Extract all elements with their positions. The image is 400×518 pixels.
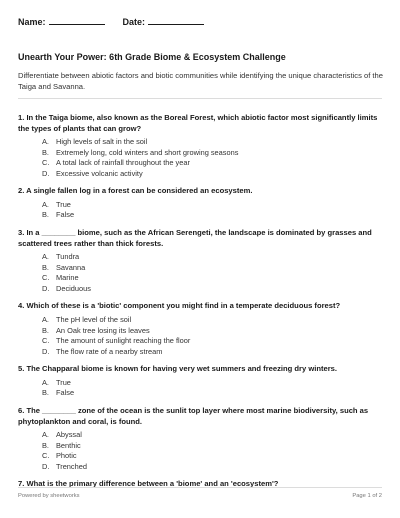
- option-text: Tundra: [56, 252, 80, 262]
- option-letter: B.: [42, 388, 49, 398]
- option-text: Extremely long, cold winters and short growing seasons: [56, 147, 239, 157]
- footer: [18, 493, 382, 499]
- question-text: 6. The ________ zone of the ocean is the sunlit top layer where most marine biodiversity, such as phytoplankton and coral, is found.: [18, 406, 369, 426]
- worksheet-intro: Differentiate between abiotic factors and biotic communities while identifying the unique characteristics of the Taiga and Savanna.: [18, 71, 383, 91]
- question-text: 5. The Chapparal biome is known for having very wet summers and freezing dry winters.: [18, 364, 338, 374]
- answer-options: [42, 252, 386, 294]
- option-text: The pH level of the soil: [56, 314, 132, 324]
- question-6: [18, 406, 386, 472]
- option-text: Benthic: [56, 440, 81, 450]
- worksheet-title: Unearth Your Power: 6th Grade Biome & Ecosystem Challenge: [18, 52, 286, 62]
- option-text: False: [56, 388, 75, 398]
- date-blank-line[interactable]: [148, 17, 204, 25]
- answer-options: [42, 200, 386, 221]
- answer-option[interactable]: [42, 210, 386, 221]
- option-text: An Oak tree losing its leaves: [56, 325, 150, 335]
- answer-option[interactable]: [42, 315, 386, 326]
- answer-option[interactable]: [42, 263, 386, 274]
- option-letter: C.: [42, 451, 50, 461]
- option-letter: A.: [42, 430, 49, 439]
- answer-option[interactable]: [42, 137, 386, 148]
- answer-option[interactable]: [42, 252, 386, 263]
- answer-option[interactable]: [42, 284, 386, 295]
- option-letter: B.: [42, 210, 49, 220]
- option-letter: C.: [42, 273, 50, 283]
- option-letter: B.: [42, 147, 49, 157]
- answer-option[interactable]: [42, 451, 386, 462]
- answer-option[interactable]: [42, 378, 386, 389]
- name-label: Name:: [18, 17, 46, 27]
- option-text: True: [56, 377, 71, 387]
- answer-option[interactable]: [42, 347, 386, 358]
- question-4: [18, 301, 386, 357]
- option-letter: D.: [42, 283, 50, 293]
- option-text: The amount of sunlight reaching the floor: [56, 336, 191, 346]
- question-5: [18, 364, 386, 399]
- answer-option[interactable]: [42, 336, 386, 347]
- footer-credit: Powered by sheetworks: [18, 493, 80, 499]
- option-text: True: [56, 199, 71, 209]
- answer-options: [42, 378, 386, 399]
- option-letter: C.: [42, 336, 50, 346]
- answer-option[interactable]: [42, 430, 386, 441]
- name-field[interactable]: [18, 17, 105, 27]
- option-text: A total lack of rainfall throughout the year: [56, 158, 190, 168]
- option-letter: B.: [42, 325, 49, 335]
- date-label: Date:: [122, 17, 146, 27]
- answer-option[interactable]: [42, 462, 386, 473]
- option-letter: D.: [42, 346, 50, 356]
- answer-option[interactable]: [42, 169, 386, 180]
- question-1: [18, 113, 386, 179]
- question-text: 7. What is the primary difference between a 'biome' and an 'ecosystem'?: [18, 479, 279, 489]
- option-letter: C.: [42, 158, 50, 168]
- question-text: 3. In a ________ biome, such as the African Serengeti, the landscape is dominated by grasses and scattered trees rather than thick forests.: [18, 228, 372, 248]
- option-text: Deciduous: [56, 283, 91, 293]
- option-text: High levels of salt in the soil: [56, 137, 148, 146]
- answer-option[interactable]: [42, 273, 386, 284]
- option-text: Trenched: [56, 461, 87, 471]
- option-text: False: [56, 210, 75, 220]
- header-divider: [18, 98, 382, 99]
- option-letter: D.: [42, 461, 50, 471]
- question-text: 1. In the Taiga biome, also known as the Boreal Forest, which abiotic factor most significantly limits the types of plants that can grow?: [18, 113, 378, 133]
- option-text: The flow rate of a nearby stream: [56, 346, 163, 356]
- option-text: Savanna: [56, 262, 86, 272]
- answer-option[interactable]: [42, 200, 386, 211]
- answer-option[interactable]: [42, 441, 386, 452]
- answer-option[interactable]: [42, 158, 386, 169]
- question-text: 4. Which of these is a 'biotic' component you might find in a temperate deciduous forest?: [18, 301, 341, 311]
- option-letter: A.: [42, 377, 49, 387]
- option-text: Marine: [56, 273, 79, 283]
- date-field[interactable]: [123, 17, 205, 27]
- footer-divider: [18, 487, 382, 488]
- option-letter: A.: [42, 199, 49, 209]
- name-blank-line[interactable]: [49, 17, 105, 25]
- header-row: [18, 17, 204, 27]
- page-number: Page 1 of 2: [352, 493, 382, 499]
- answer-options: [42, 315, 386, 357]
- answer-options: [42, 430, 386, 472]
- answer-option[interactable]: [42, 388, 386, 399]
- option-text: Abyssal: [56, 430, 82, 439]
- question-text: 2. A single fallen log in a forest can be considered an ecosystem.: [18, 186, 253, 196]
- answer-option[interactable]: [42, 326, 386, 337]
- question-2: [18, 186, 386, 221]
- option-text: Photic: [56, 451, 77, 461]
- question-3: [18, 228, 386, 294]
- option-letter: A.: [42, 314, 49, 324]
- question-list: [18, 113, 386, 497]
- option-letter: A.: [42, 137, 49, 146]
- option-letter: B.: [42, 440, 49, 450]
- answer-options: [42, 137, 386, 179]
- option-text: Excessive volcanic activity: [56, 168, 143, 178]
- option-letter: D.: [42, 168, 50, 178]
- option-letter: A.: [42, 252, 49, 262]
- option-letter: B.: [42, 262, 49, 272]
- answer-option[interactable]: [42, 148, 386, 159]
- question-7: [18, 479, 386, 490]
